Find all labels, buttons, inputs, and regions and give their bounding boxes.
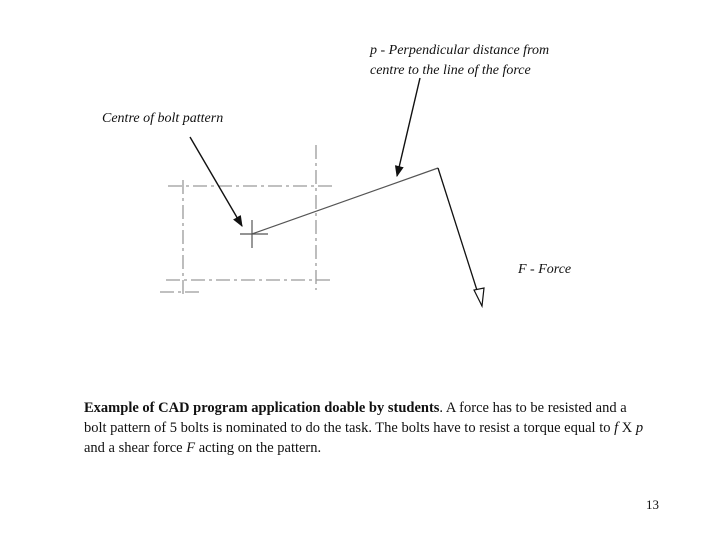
caption-p: p: [635, 420, 644, 436]
caption-part3: acting on the pattern.: [195, 440, 322, 456]
page-number: 13: [646, 497, 659, 512]
perpendicular-distance-label: [370, 41, 549, 81]
perpendicular-distance-line: [252, 168, 438, 234]
caption-x: X: [618, 420, 636, 436]
centre-crosshair: [240, 220, 268, 248]
perpendicular-label-line2: centre to the line of the force: [370, 63, 531, 78]
caption-part2: and a shear force: [84, 440, 187, 456]
caption-f: f: [614, 420, 619, 436]
caption-F: F: [186, 440, 196, 456]
caption: [84, 398, 644, 458]
perpendicular-pointer-arrow: [397, 78, 420, 176]
force-label: F - Force: [518, 262, 572, 277]
bolt-pattern-outline: [160, 145, 332, 296]
force-arrow: [438, 168, 482, 306]
caption-bold-lead: Example of CAD program application doable by students: [84, 400, 440, 416]
caption-part1: . A force has to be resisted and a bolt pattern of 5 bolts is nominated to do the task. The bolts have to resist a torque equal to: [84, 400, 627, 436]
centre-pointer-arrow: [190, 137, 242, 226]
force-arrowhead: [474, 288, 484, 306]
centre-of-bolt-pattern-label: Centre of bolt pattern: [102, 111, 224, 126]
perpendicular-label-line1: p - Perpendicular distance from: [370, 43, 550, 58]
